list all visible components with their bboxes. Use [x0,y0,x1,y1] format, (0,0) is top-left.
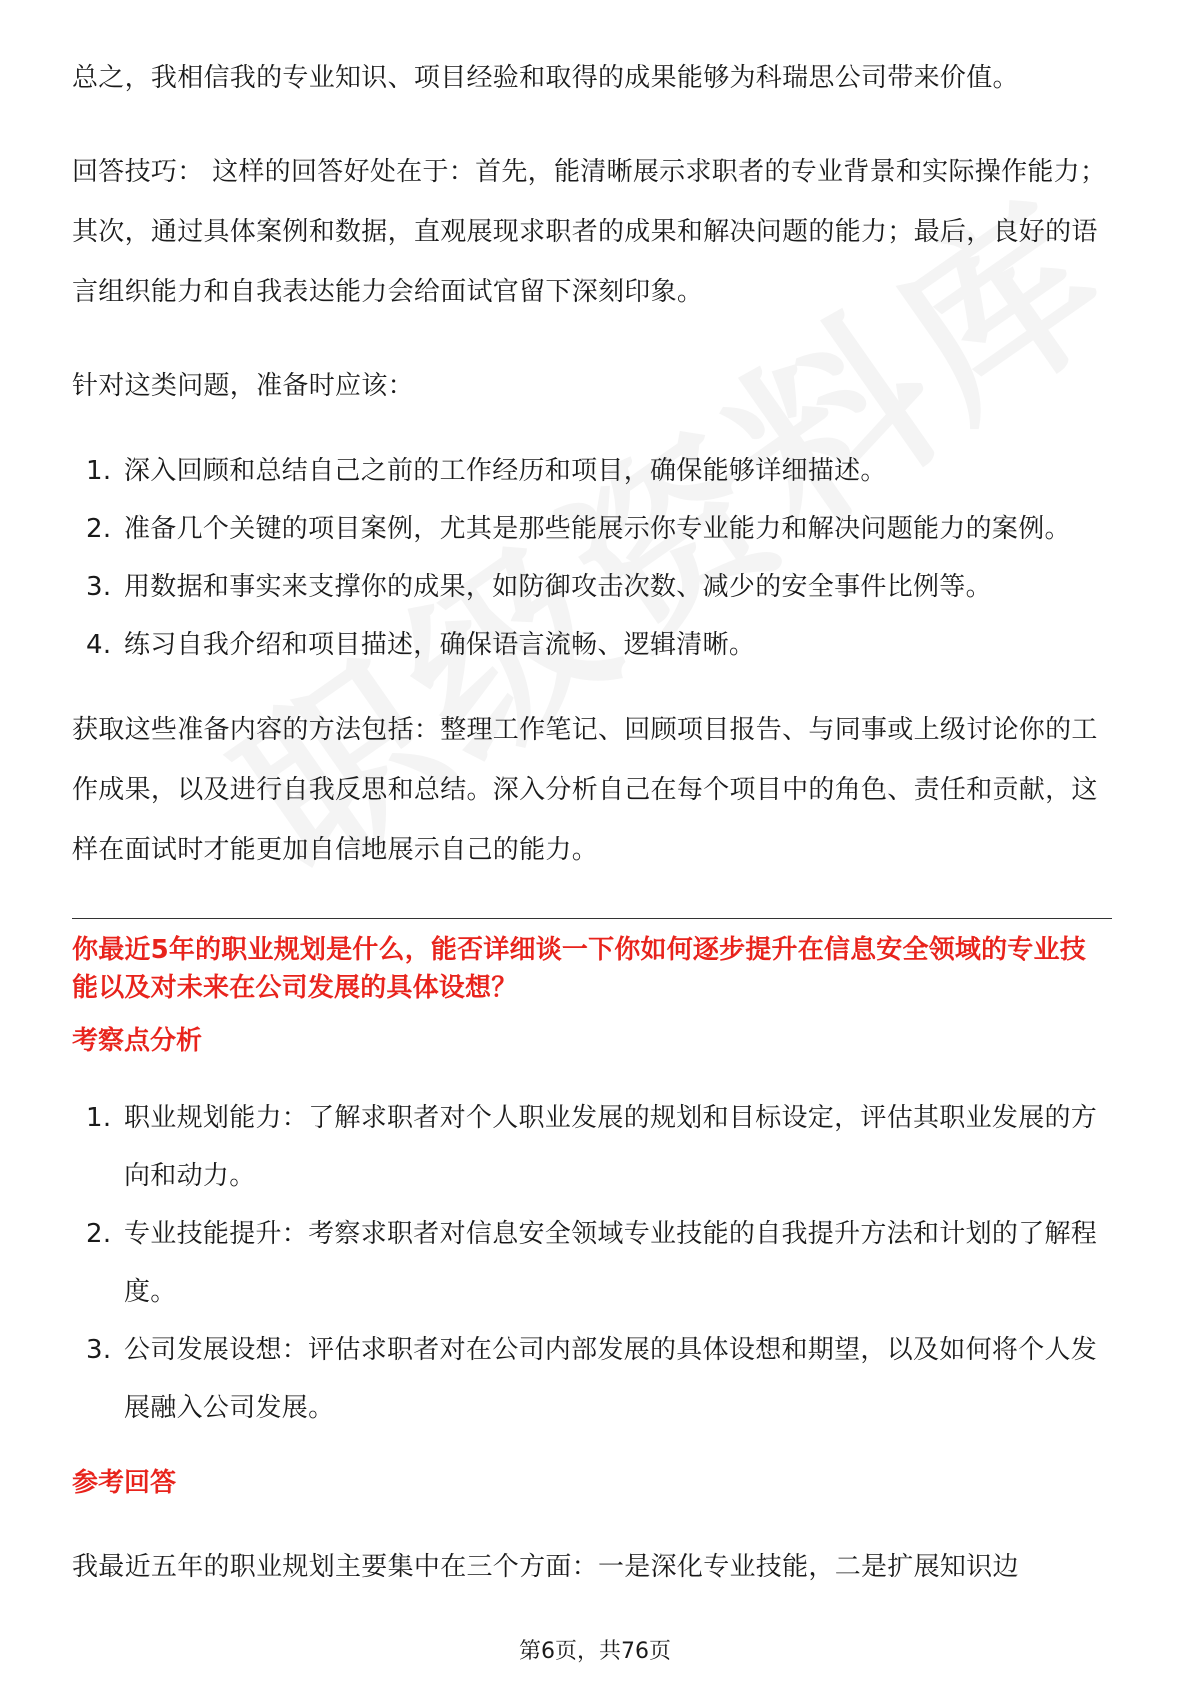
analysis-list [72,1089,1112,1437]
list-item [72,1205,1112,1321]
document-page [72,48,1112,1631]
list-number: 3. [86,1335,112,1365]
page-footer: 第6页，共76页 [519,1639,671,1664]
list-number: 3. [86,572,112,602]
list-text: 深入回顾和总结自己之前的工作经历和项目，确保能够详细描述。 [124,456,887,486]
list-item [72,1321,1112,1437]
list-text: 公司发展设想：评估求职者对在公司内部发展的具体设想和期望，以及如何将个人发展融入公司发展。 [124,1335,1098,1423]
preparation-intro: 针对这类问题，准备时应该： [72,371,414,401]
preparation-list [72,442,1112,674]
list-text: 职业规划能力：了解求职者对个人职业发展的规划和目标设定，评估其职业发展的方向和动力。 [124,1103,1098,1191]
section-divider [72,918,1112,919]
conclusion-paragraph: 总之，我相信我的专业知识、项目经验和取得的成果能够为科瑞思公司带来价值。 [72,63,1019,93]
interview-question: 你最近5年的职业规划是什么，能否详细谈一下你如何逐步提升在信息安全领域的专业技能以及对未来在公司发展的具体设想？ [72,935,1086,1003]
answer-tips-paragraph: 回答技巧： 这样的回答好处在于：首先，能清晰展示求职者的专业背景和实际操作能力；其次，通过具体案例和数据，直观展现求职者的成果和解决问题的能力；最后，良好的语言组织能力和自我表达能力会给面试官留下深刻印象。 [72,157,1107,307]
reference-answer-heading: 参考回答 [72,1468,177,1498]
list-item [72,616,1112,674]
list-item [72,442,1112,500]
methods-paragraph: 获取这些准备内容的方法包括：整理工作笔记、回顾项目报告、与同事或上级讨论你的工作成果，以及进行自我反思和总结。深入分析自己在每个项目中的角色、责任和贡献，这样在面试时才能更加自信地展示自己的能力。 [72,715,1098,865]
list-number: 1. [86,1103,112,1133]
list-text: 准备几个关键的项目案例，尤其是那些能展示你专业能力和解决问题能力的案例。 [124,514,1071,544]
list-text: 专业技能提升：考察求职者对信息安全领域专业技能的自我提升方法和计划的了解程度。 [124,1219,1098,1307]
list-number: 4. [86,630,112,660]
list-number: 1. [86,456,112,486]
analysis-heading: 考察点分析 [72,1026,203,1056]
list-item [72,500,1112,558]
list-item [72,558,1112,616]
list-text: 用数据和事实来支撑你的成果，如防御攻击次数、减少的安全事件比例等。 [124,572,992,602]
list-item [72,1089,1112,1205]
list-number: 2. [86,1219,112,1249]
list-text: 练习自我介绍和项目描述，确保语言流畅、逻辑清晰。 [124,630,756,660]
reference-answer-text: 我最近五年的职业规划主要集中在三个方面：一是深化专业技能，二是扩展知识边 [72,1552,1019,1582]
list-number: 2. [86,514,112,544]
